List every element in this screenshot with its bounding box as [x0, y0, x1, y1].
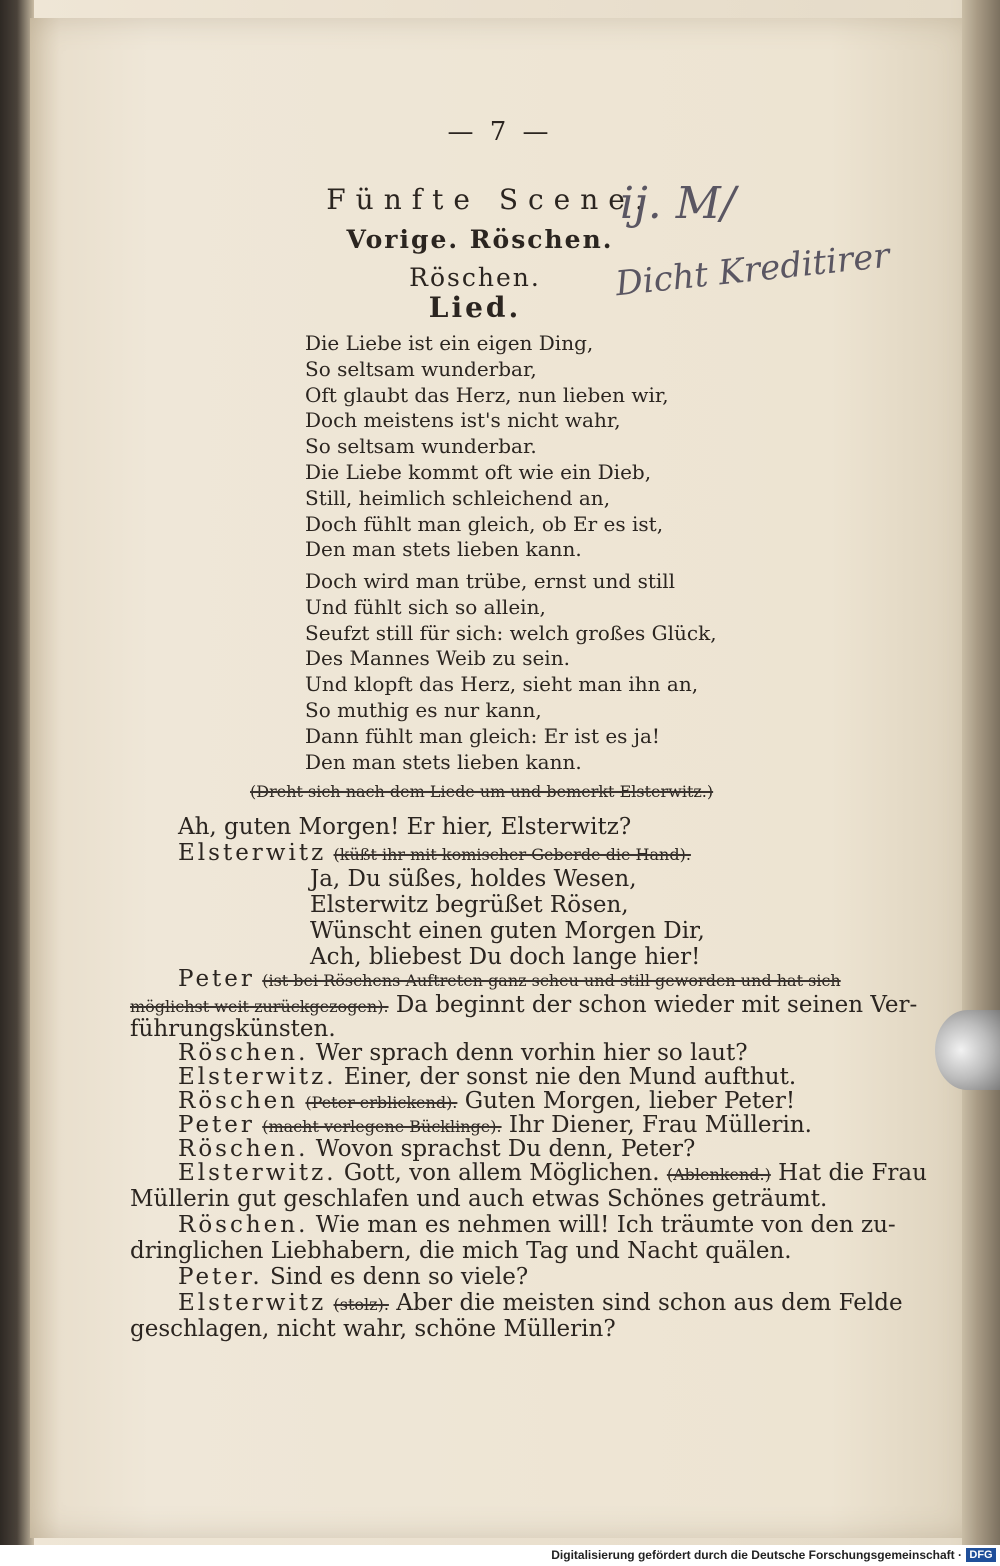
- funding-credit: Digitalisierung gefördert durch die Deutsche Forschungsgemeinschaft ·: [551, 1548, 962, 1562]
- stage-direction: (ist bei Röschens Auftreten ganz scheu und still geworden und hat sich: [262, 971, 841, 990]
- stage-direction: (Peter erblickend).: [305, 1093, 458, 1112]
- verse-line: Die Liebe kommt oft wie ein Dieb,: [305, 459, 652, 484]
- footer-bar: [0, 1545, 1000, 1566]
- dfg-logo: DFG: [966, 1548, 996, 1562]
- verse-line: Den man stets lieben kann.: [305, 537, 582, 562]
- speaker-name: Peter: [178, 1112, 255, 1138]
- verse-line: So muthig es nur kann,: [305, 697, 542, 722]
- handwritten-note-2: Dicht Kreditirer: [613, 235, 892, 305]
- verse-line: Dann fühlt man gleich: Er ist es ja!: [305, 723, 660, 748]
- stage-direction: möglichst weit zurückgezogen).: [130, 997, 389, 1016]
- song-verse-2: [305, 569, 717, 775]
- speaker-name: Peter: [178, 966, 255, 992]
- dialog-line: Ach, bliebest Du doch lange hier!: [310, 944, 701, 970]
- dialog-text: Aber die meisten sind schon aus dem Felde: [396, 1290, 903, 1316]
- dialog-line: [178, 1064, 796, 1090]
- dialog-text: Sind es denn so viele?: [270, 1264, 529, 1290]
- stage-direction: (stolz).: [333, 1295, 389, 1314]
- dialog-text: Guten Morgen, lieber Peter!: [464, 1088, 796, 1114]
- dialog-line: Ah, guten Morgen! Er hier, Elsterwitz?: [178, 814, 632, 840]
- dialog-line: Elsterwitz begrüßet Rösen,: [310, 892, 629, 918]
- speaker-name: Röschen.: [178, 1136, 309, 1162]
- dialog-line: [178, 1264, 528, 1290]
- speaker-name: Elsterwitz: [178, 1290, 327, 1316]
- dialog-text: Wovon sprachst Du denn, Peter?: [315, 1136, 696, 1162]
- speaker-name: Peter.: [178, 1264, 263, 1290]
- dialog-line: [178, 840, 691, 868]
- verse-line: Doch fühlt man gleich, ob Er es ist,: [305, 511, 664, 536]
- dialog-text: Wie man es nehmen will! Ich träumte von den zu-: [315, 1212, 896, 1238]
- speaker-name: Elsterwitz: [178, 840, 327, 866]
- speaker-name: Röschen.: [178, 1040, 309, 1066]
- speaker-name: Elsterwitz.: [178, 1160, 337, 1186]
- dialog-text: Gott, von allem Möglichen.: [343, 1160, 660, 1186]
- verse-line: Doch wird man trübe, ernst und still: [305, 569, 676, 593]
- verse-line: Den man stets lieben kann.: [305, 749, 582, 774]
- dialog-line: [178, 1212, 896, 1238]
- dialog-line: dringlichen Liebhabern, die mich Tag und Nacht quälen.: [130, 1238, 792, 1264]
- verse-line: Die Liebe ist ein eigen Ding,: [305, 331, 594, 355]
- verse-line: Des Mannes Weib zu sein.: [305, 646, 570, 671]
- dialog-text: Hat die Frau: [778, 1160, 927, 1186]
- speaker-name: Elsterwitz.: [178, 1064, 337, 1090]
- dialog-line: [178, 1290, 903, 1318]
- page-number: — 7 —: [447, 117, 553, 147]
- verse-line: So seltsam wunderbar,: [305, 356, 537, 381]
- dialog-line: geschlagen, nicht wahr, schöne Müllerin?: [130, 1316, 616, 1342]
- verse-line: Still, heimlich schleichend an,: [305, 485, 611, 510]
- stage-direction: (Dreht sich nach dem Liede um und bemerkt Elsterwitz.): [250, 782, 714, 801]
- verse-line: So seltsam wunderbar.: [305, 434, 537, 459]
- song-title: Lied.: [428, 291, 522, 324]
- scene-persons: Vorige. Röschen.: [346, 225, 614, 254]
- verse-line: Seufzt still für sich: welch großes Glück,: [305, 620, 717, 645]
- dialog-line: Müllerin gut geschlafen und auch etwas Schönes geträumt.: [130, 1186, 828, 1212]
- stage-direction: (küßt ihr mit komischer Geberde die Hand).: [333, 845, 691, 864]
- dialog-text: Einer, der sonst nie den Mund aufthut.: [343, 1064, 797, 1090]
- stage-direction: (Ablenkend.): [666, 1165, 771, 1184]
- song-verse-1: [305, 331, 669, 563]
- dialog-line: [178, 966, 841, 994]
- handwritten-note-1: ij. M/: [620, 178, 736, 229]
- dialog-line: [178, 1136, 695, 1162]
- speaker-name: Röschen.: [178, 1212, 309, 1238]
- dialog-line: [178, 1160, 927, 1188]
- verse-line: Und fühlt sich so allein,: [305, 594, 546, 619]
- dialog-text: Da beginnt der schon wieder mit seinen Ver-: [395, 992, 918, 1018]
- singer-name: Röschen.: [409, 263, 541, 292]
- stage-direction: (macht verlegene Bücklinge).: [262, 1117, 502, 1136]
- dialog-line: führungskünsten.: [130, 1016, 336, 1042]
- verse-line: Und klopft das Herz, sieht man ihn an,: [305, 672, 699, 697]
- verse-line: Oft glaubt das Herz, nun lieben wir,: [305, 382, 669, 407]
- dialog-line: Ja, Du süßes, holdes Wesen,: [310, 866, 637, 892]
- dialog-line: Wünscht einen guten Morgen Dir,: [310, 918, 705, 944]
- dialog-text: Wer sprach denn vorhin hier so laut?: [315, 1040, 748, 1066]
- speaker-name: Röschen: [178, 1088, 299, 1114]
- scene-title: Fünfte Scene.: [326, 183, 654, 216]
- dialog-text: Ihr Diener, Frau Müllerin.: [508, 1112, 812, 1138]
- dialog-line: [178, 1040, 748, 1066]
- verse-line: Doch meistens ist's nicht wahr,: [305, 408, 621, 433]
